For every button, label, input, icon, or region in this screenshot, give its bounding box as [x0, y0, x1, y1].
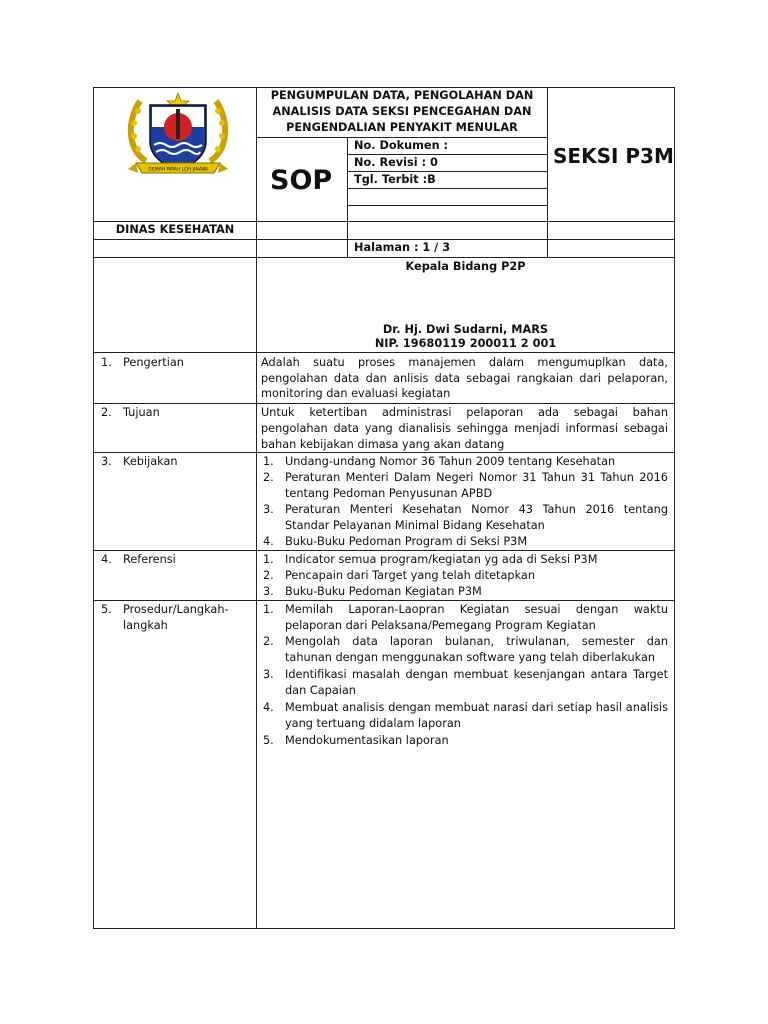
approval-name: Dr. Hj. Dwi Sudarni, MARS — [382, 323, 549, 336]
document-title-line-3: PENGENDALIAN PENYAKIT MENULAR — [286, 121, 518, 134]
kebijakan-item-number-4: 4. — [263, 535, 274, 548]
prosedur-item-1-line-1: Memilah Laporan-Laopran Kegiatan sesuai dengan waktu — [285, 603, 668, 616]
kebijakan-item-3-line-2: Standar Pelayanan Minimal Bidang Kesehatan — [285, 519, 545, 532]
prosedur-item-number-5: 5. — [263, 734, 274, 747]
header-divider-1 — [256, 87, 257, 929]
tujuan-line-2: pengolahan data yang dianalisis sehingga menjadi informasi sebagai — [261, 422, 668, 435]
row-label-5-line-1: Prosedur/Langkah- — [123, 603, 229, 616]
kebijakan-item-number-3: 3. — [263, 503, 274, 516]
tujuan-line-1: Untuk ketertiban administrasi pelaporan ada sebagai bahan — [261, 406, 668, 419]
table-border-right — [674, 87, 675, 929]
pengertian-line-1: Adalah suatu proses manajemen dalam mengumuplkan data, — [261, 356, 668, 369]
kebijakan-item-2-line-2: tentang Pedoman Penyusunan APBD — [285, 487, 493, 500]
document-title-line-2: ANALISIS DATA SEKSI PENCEGAHAN DAN — [272, 105, 532, 118]
approval-position: Kepala Bidang P2P — [405, 260, 526, 273]
referensi-item-number-2: 2. — [263, 569, 274, 582]
row-number-4: 4. — [101, 553, 112, 566]
issue-date-field: Tgl. Terbit :B — [354, 173, 436, 186]
page-number-field: Halaman : 1 / 3 — [354, 241, 451, 254]
body-rule-approval — [93, 352, 675, 353]
kebijakan-item-number-2: 2. — [263, 471, 274, 484]
row-label-4: Referensi — [123, 553, 176, 566]
table-border-bottom — [93, 928, 675, 929]
row-number-5: 5. — [101, 603, 112, 616]
row-label-3: Kebijakan — [123, 455, 178, 468]
referensi-item-2-line-1: Pencapain dari Target yang telah ditetapkan — [285, 569, 536, 582]
document-title-line-1: PENGUMPULAN DATA, PENGOLAHAN DAN — [270, 89, 534, 102]
body-rule-3 — [93, 550, 675, 551]
prosedur-item-4-line-1: Membuat analisis dengan membuat narasi dari setiap hasil analisis — [285, 701, 668, 714]
row-label-1: Pengertian — [123, 356, 184, 369]
body-rule-1 — [93, 403, 675, 404]
prosedur-item-number-4: 4. — [263, 701, 274, 714]
kebijakan-item-3-line-1: Peraturan Menteri Kesehatan Nomor 43 Tahun 2016 tentang — [285, 503, 668, 516]
prosedur-item-1-line-2: pelaporan dari Pelaksana/Pemegang Program Kegiatan — [285, 619, 596, 632]
agency-name: DINAS KESEHATAN — [115, 223, 235, 236]
prosedur-item-5-line-1: Mendokumentasikan laporan — [285, 734, 449, 747]
kebijakan-item-1-line-1: Undang-undang Nomor 36 Tahun 2009 tentang Kesehatan — [285, 455, 616, 468]
referensi-item-1-line-1: Indicator semua program/kegiatan yg ada di Seksi P3M — [285, 553, 598, 566]
sop-label: SOP — [270, 165, 333, 196]
prosedur-item-3-line-2: dan Capaian — [285, 684, 356, 697]
prosedur-item-4-line-2: yang tertuang didalam laporan — [285, 717, 461, 730]
row-number-2: 2. — [101, 406, 112, 419]
prosedur-item-number-2: 2. — [263, 635, 274, 648]
body-rule-4 — [93, 600, 675, 601]
prosedur-item-number-1: 1. — [263, 603, 274, 616]
prosedur-item-number-3: 3. — [263, 668, 274, 681]
approval-nip: NIP. 19680119 200011 2 001 — [374, 337, 557, 350]
row-label-5-line-2: langkah — [123, 619, 168, 632]
referensi-item-number-1: 1. — [263, 553, 274, 566]
prosedur-item-3-line-1: Identifikasi masalah dengan membuat kesenjangan antara Target — [285, 668, 668, 681]
prosedur-item-2-line-2: tahunan dengan menggunakan software yang telah diberlakukan — [285, 651, 656, 664]
row-label-2: Tujuan — [123, 406, 160, 419]
document-number-field: No. Dokumen : — [354, 139, 449, 152]
tujuan-line-3: bahan kebijakan dimasa yang akan datang — [261, 438, 505, 451]
kebijakan-item-4-line-1: Buku-Buku Pedoman Program di Seksi P3M — [285, 535, 528, 548]
row-number-1: 1. — [101, 356, 112, 369]
regional-emblem-icon — [118, 91, 238, 178]
pengertian-line-3: monitoring dan evaluasi kegiatan — [261, 387, 451, 400]
row-number-3: 3. — [101, 455, 112, 468]
header-rule-7 — [93, 257, 675, 258]
section-label: SEKSI P3M — [553, 144, 674, 168]
referensi-item-number-3: 3. — [263, 585, 274, 598]
pengertian-line-2: pengolahan data dan anlisis data sebagai rangkaian dari pelaporan, — [261, 372, 668, 385]
referensi-item-3-line-1: Buku-Buku Pedoman Kegiatan P3M — [285, 585, 482, 598]
header-rule-4 — [347, 205, 548, 206]
prosedur-item-2-line-1: Mengolah data laporan bulanan, triwulanan, semester dan — [285, 635, 668, 648]
revision-field: No. Revisi : 0 — [354, 156, 438, 169]
header-divider-2 — [547, 87, 548, 257]
logo-motto: GEMAH RIPAH LOH JINAWI — [148, 167, 208, 173]
header-rule-3 — [347, 188, 548, 189]
kebijakan-item-number-1: 1. — [263, 455, 274, 468]
kebijakan-item-2-line-1: Peraturan Menteri Dalam Negeri Nomor 31 Tahun 31 Tahun 2016 — [285, 471, 668, 484]
table-border-left — [93, 87, 94, 929]
